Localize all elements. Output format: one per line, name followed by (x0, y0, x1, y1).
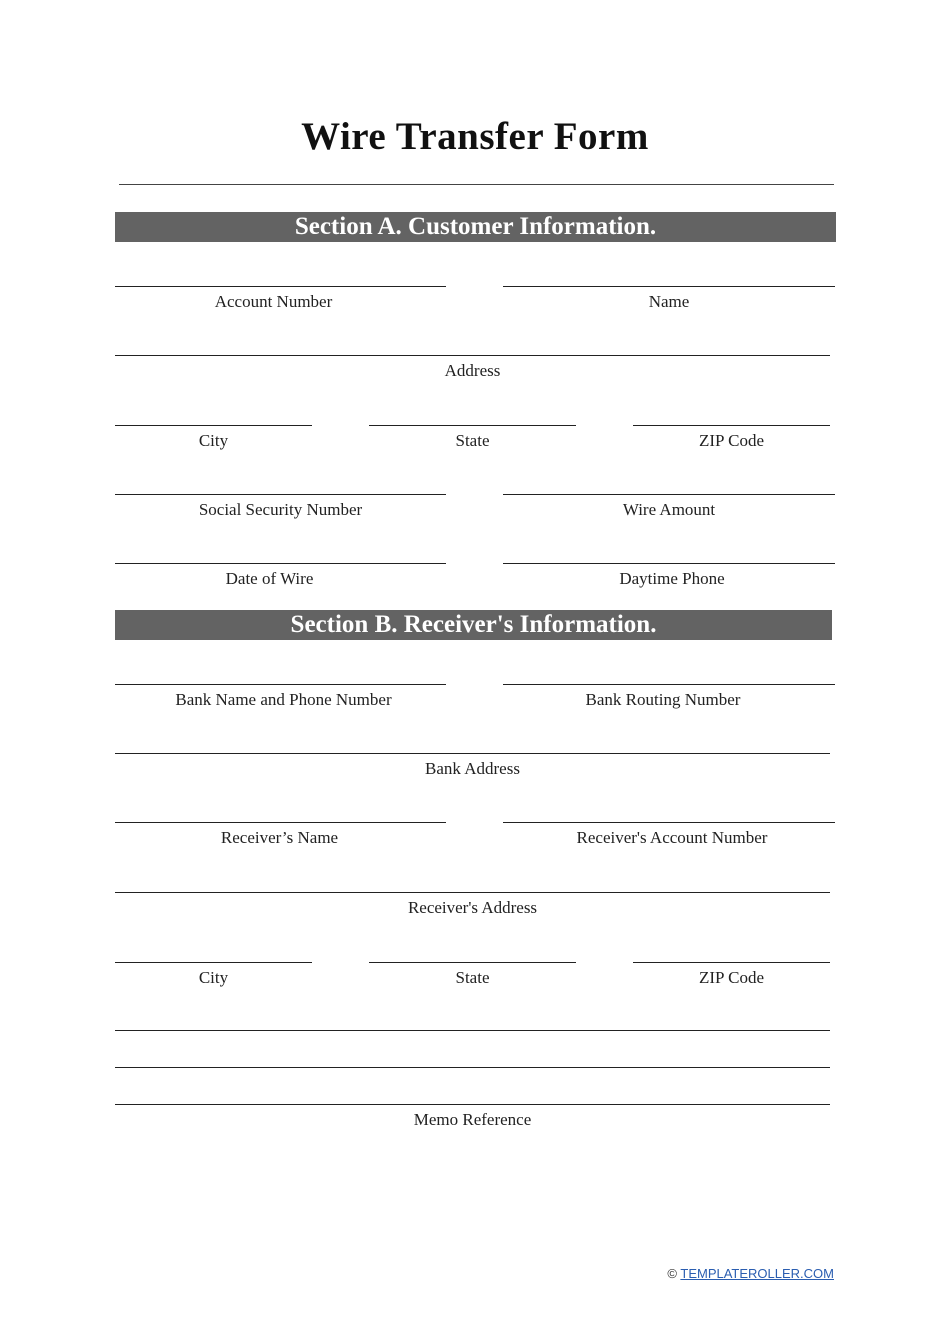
memo-line-2[interactable] (115, 1067, 830, 1068)
address-field[interactable] (115, 355, 830, 381)
daytime-phone-field[interactable] (503, 563, 835, 589)
date-of-wire-field[interactable] (115, 563, 446, 589)
field-line (503, 684, 835, 685)
field-line (503, 494, 835, 495)
section-a-header: Section A. Customer Information. (115, 212, 836, 242)
field-label: Receiver's Address (407, 898, 538, 917)
name-field[interactable] (503, 286, 835, 312)
field-line (115, 753, 830, 754)
field-label: Bank Name and Phone Number (175, 690, 392, 709)
field-line (115, 892, 830, 893)
section-b-header: Section B. Receiver's Information. (115, 610, 832, 640)
bank-name-phone-field[interactable] (115, 684, 446, 710)
field-line (633, 962, 830, 963)
field-line (633, 425, 830, 426)
bank-address-field[interactable] (115, 753, 830, 779)
field-label: Memo Reference (413, 1110, 532, 1129)
copyright-symbol: © (667, 1266, 677, 1281)
field-label: ZIP Code (698, 431, 764, 450)
zip-code-field[interactable] (633, 425, 830, 451)
field-line (369, 425, 576, 426)
ssn-field[interactable] (115, 494, 446, 520)
receiver-zip-code-field[interactable] (633, 962, 830, 988)
field-line (115, 962, 312, 963)
field-label: Receiver's Account Number (576, 828, 768, 847)
memo-reference-field[interactable] (115, 1104, 830, 1130)
wire-amount-field[interactable] (503, 494, 835, 520)
footer (667, 1266, 834, 1281)
field-line (115, 286, 446, 287)
field-line (369, 962, 576, 963)
field-label: Social Security Number (198, 500, 363, 519)
field-label: City (198, 968, 229, 987)
field-label: State (455, 968, 490, 987)
field-label: Address (444, 361, 501, 380)
field-line (503, 286, 835, 287)
field-line (115, 355, 830, 356)
field-label: Daytime Phone (619, 569, 725, 588)
field-line (115, 1067, 830, 1068)
account-number-field[interactable] (115, 286, 446, 312)
field-line (115, 494, 446, 495)
field-label: Name (648, 292, 690, 311)
bank-routing-field[interactable] (503, 684, 835, 710)
field-label: State (455, 431, 490, 450)
field-line (503, 563, 835, 564)
field-label: Bank Address (425, 759, 520, 778)
field-label: Account Number (214, 292, 333, 311)
receiver-address-field[interactable] (115, 892, 830, 918)
field-line (115, 1030, 830, 1031)
field-line (115, 822, 446, 823)
templateroller-link[interactable]: TEMPLATEROLLER.COM (680, 1266, 834, 1281)
field-label: Date of Wire (225, 569, 314, 588)
receiver-name-field[interactable] (115, 822, 446, 848)
field-line (115, 425, 312, 426)
field-label: Wire Amount (622, 500, 716, 519)
field-line (503, 822, 835, 823)
field-label: ZIP Code (698, 968, 764, 987)
receiver-state-field[interactable] (369, 962, 576, 988)
title-divider (119, 184, 834, 185)
field-line (115, 684, 446, 685)
field-line (115, 1104, 830, 1105)
receiver-account-field[interactable] (503, 822, 835, 848)
field-line (115, 563, 446, 564)
state-field[interactable] (369, 425, 576, 451)
receiver-city-field[interactable] (115, 962, 312, 988)
field-label: Bank Routing Number (585, 690, 741, 709)
city-field[interactable] (115, 425, 312, 451)
field-label: Receiver’s Name (220, 828, 339, 847)
memo-line-1[interactable] (115, 1030, 830, 1031)
field-label: City (198, 431, 229, 450)
page-title: Wire Transfer Form (301, 115, 649, 158)
